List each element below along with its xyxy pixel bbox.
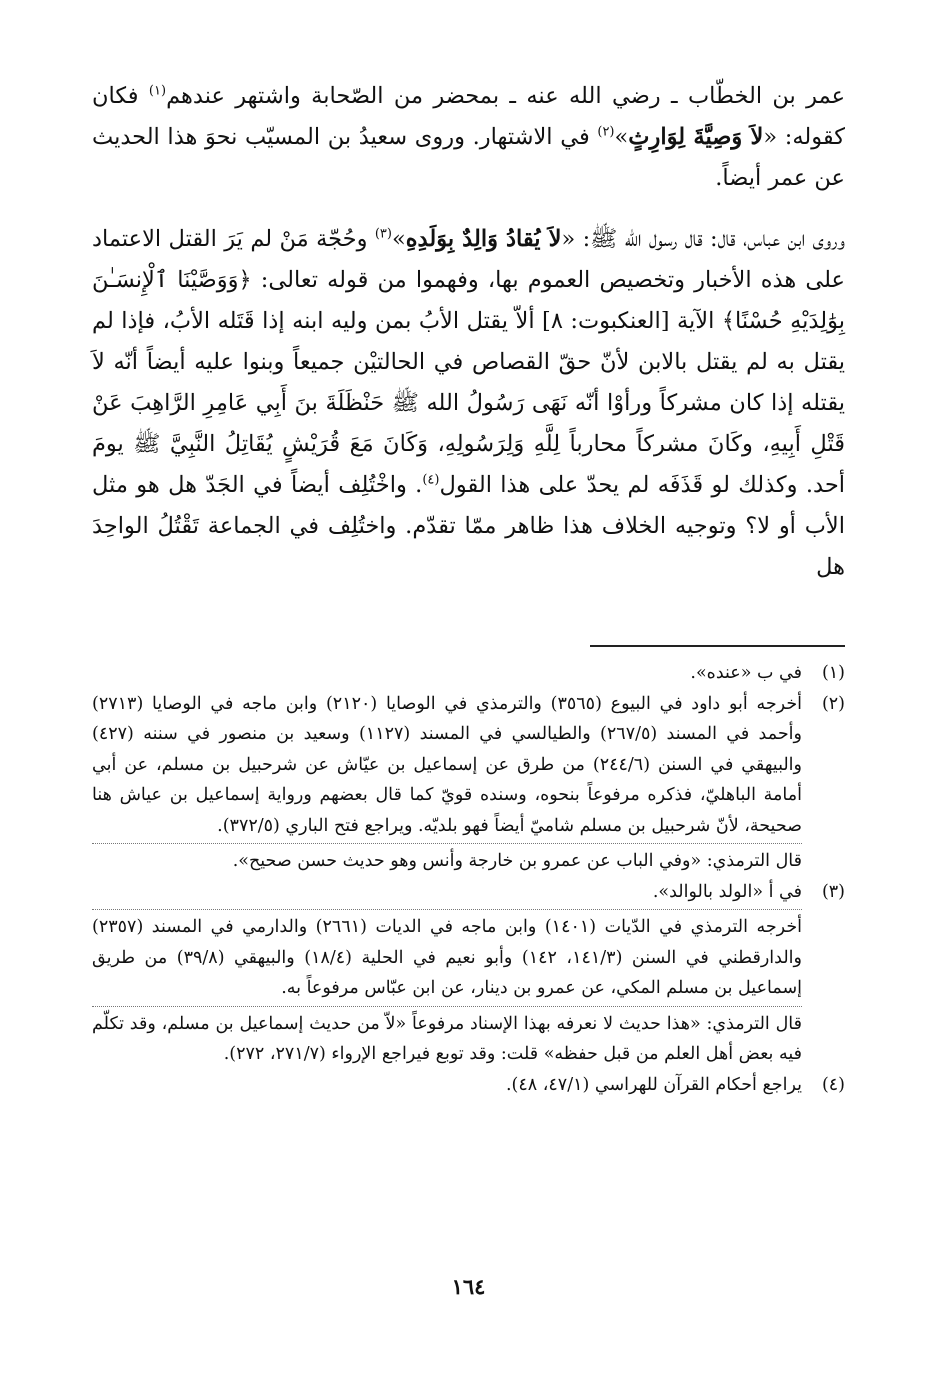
footnote-ref-3[interactable]: (٣) — [374, 226, 392, 242]
footnote-ref-2[interactable]: (٢) — [597, 124, 615, 140]
footnote-separator — [92, 909, 802, 910]
footnote-divider — [590, 645, 845, 647]
footnote-text: أخرجه الترمذي في الدّيات (١٤٠١) وابن ماجه في الديات (٢٦٦١) والدارمي في المسند (٢٣٥٧) والدارقطني في السنن (١٤١/٣، ١٤٢) وأبو نعيم في الحلية (١٨/٤) والبيهقي (٣٩/٨) من طريق إسماعيل بن مسلم المكي، عن عمرو بن دينار، عن ابن عبّاس مرفوعاً به. — [92, 917, 803, 998]
p2-text-d: . واخْتُلِف أيضاً في الجَدّ هل هو مثل الأب أو لا؟ وتوجيه الخلاف هذا ظاهر ممّا تقدّم. واختُلِف في الجماعة تَقْتُلُ الواحِدَ هل — [92, 472, 845, 580]
footnote-number: (٣) — [821, 881, 845, 902]
paragraph-1 — [92, 76, 845, 199]
footnote-body — [92, 1070, 802, 1101]
footnote-number: (٤) — [821, 1074, 845, 1095]
footnote-body — [92, 689, 802, 877]
page-number: ١٦٤ — [451, 1274, 486, 1299]
footnote-2 — [92, 689, 845, 877]
p1-text-c: » — [614, 124, 629, 150]
p2-text-c: وحُجّة مَنْ لم يَرَ القتل الاعتماد على هذه الأخبار وتخصيص العموم بها، وفهموا من قوله تعالى: ﴿وَوَصَّيْنَا ٱلْإِنسَـٰنَ بِوَٰلِدَيْهِ حُسْنًا﴾ الآية [العنكبوت: ٨] ألاّ يقتل الأبُ بمن وليه ابنه إذا قَتَله الأبُ، فإذا لم يقتل به لم يقتل بالابن لأنّ حقّ القصاص في الحالتيْن جميعاً وبنوا عليه أيضاً أنّه لاَ يقتله إذا كان مشركاً ورأوْا أنّه نَهَى رَسُولُ الله ﷺ حَنْظَلَةَ بنَ أَبِي عَامِرِ الرَّاهِبَ عَنْ قَتْلِ أَبِيهِ، وكَانَ مشركاً محارباً لِلَّهِ وَلِرَسُولِهِ، وَكَانَ مَعَ قُرَيْشٍ يُقَاتِلُ النَّبِيَّ ﷺ يومَ أحد. وكذلك لو قَذَفَه لم يحدّ على هذا القول — [92, 226, 845, 498]
footnote-body — [92, 877, 802, 1070]
hadith-quote-1: لاَ وَصِيَّةَ لِوَارِثٍ — [628, 124, 764, 150]
footnote-text: في ب «عنده». — [690, 663, 802, 683]
footnote-3 — [92, 877, 845, 1070]
footnotes — [92, 658, 845, 1100]
p2-text-a: وروى ابن عباس، قال: قال رسول الله ﷺ: « — [561, 226, 846, 252]
footnote-4 — [92, 1070, 845, 1101]
footnote-ref-4[interactable]: (٤) — [422, 472, 440, 488]
footnote-ref-1[interactable]: (١) — [148, 83, 167, 99]
footnote-text: قال الترمذي: «وفي الباب عن عمرو بن خارجة وأنس وهو حديث حسن صحيح». — [232, 851, 802, 871]
p1-text-b: فكان كقوله: « — [92, 83, 845, 150]
footnote-body — [92, 658, 802, 689]
book-page — [92, 76, 845, 1356]
p2-text-b: » — [391, 226, 406, 252]
footnote-text: أخرجه أبو داود في البيوع (٣٥٦٥) والترمذي في الوصايا (٢١٢٠) وابن ماجه في الوصايا (٢٧١٣) وأحمد في المسند (٢٦٧/٥) والطيالسي في المسند (١١٢٧) وسعيد بن منصور في سننه (٤٢٧) والبيهقي في السنن (٢٤٤/٦) من طرق عن إسماعيل بن عيّاش عن شرحبيل بن مسلم، عن أبي أمامة الباهليّ، فذكره مرفوعاً بنحوه، وسنده قويّ كما قال بعضهم ورواية إسماعيل بن عياش هنا صحيحة، لأنّ شرحبيل بن مسلم شاميّ أيضاً فهو بلديّه. ويراجع فتح الباري (٣٧٢/٥). — [92, 693, 802, 836]
p1-text-a: عمر بن الخطّاب ـ رضي الله عنه ـ بمحضر من الصّحابة واشتهر عندهم — [166, 83, 846, 109]
footnote-1 — [92, 658, 845, 689]
footnote-separator — [92, 1006, 802, 1007]
footnote-text: في أ «الولد بالوالد». — [652, 881, 802, 902]
footnote-separator — [92, 843, 802, 844]
hadith-quote-2: لاَ يُقادُ وَالِدٌ بِوَلَدِهِ — [405, 226, 562, 252]
main-text — [92, 76, 845, 588]
footnote-number: (١) — [821, 663, 845, 683]
footnote-text: قال الترمذي: «هذا حديث لا نعرفه بهذا الإسناد مرفوعاً «لاّ من حديث إسماعيل بن مسلم، وقد تكلّم فيه بعض أهل العلم من قبل حفظه» قلت: وقد توبع فيراجع الإرواء (٢٧١/٧، ٢٧٢). — [92, 1013, 802, 1064]
footnote-text: يراجع أحكام القرآن للهراسي (٤٧/١، ٤٨). — [505, 1074, 802, 1095]
paragraph-2 — [92, 219, 845, 588]
footnote-number: (٢) — [821, 693, 845, 714]
p1-text-d: في الاشتهار. وروى سعيدُ بن المسيّب نحوَ هذا الحديث عن عمر أيضاً. — [92, 124, 845, 191]
